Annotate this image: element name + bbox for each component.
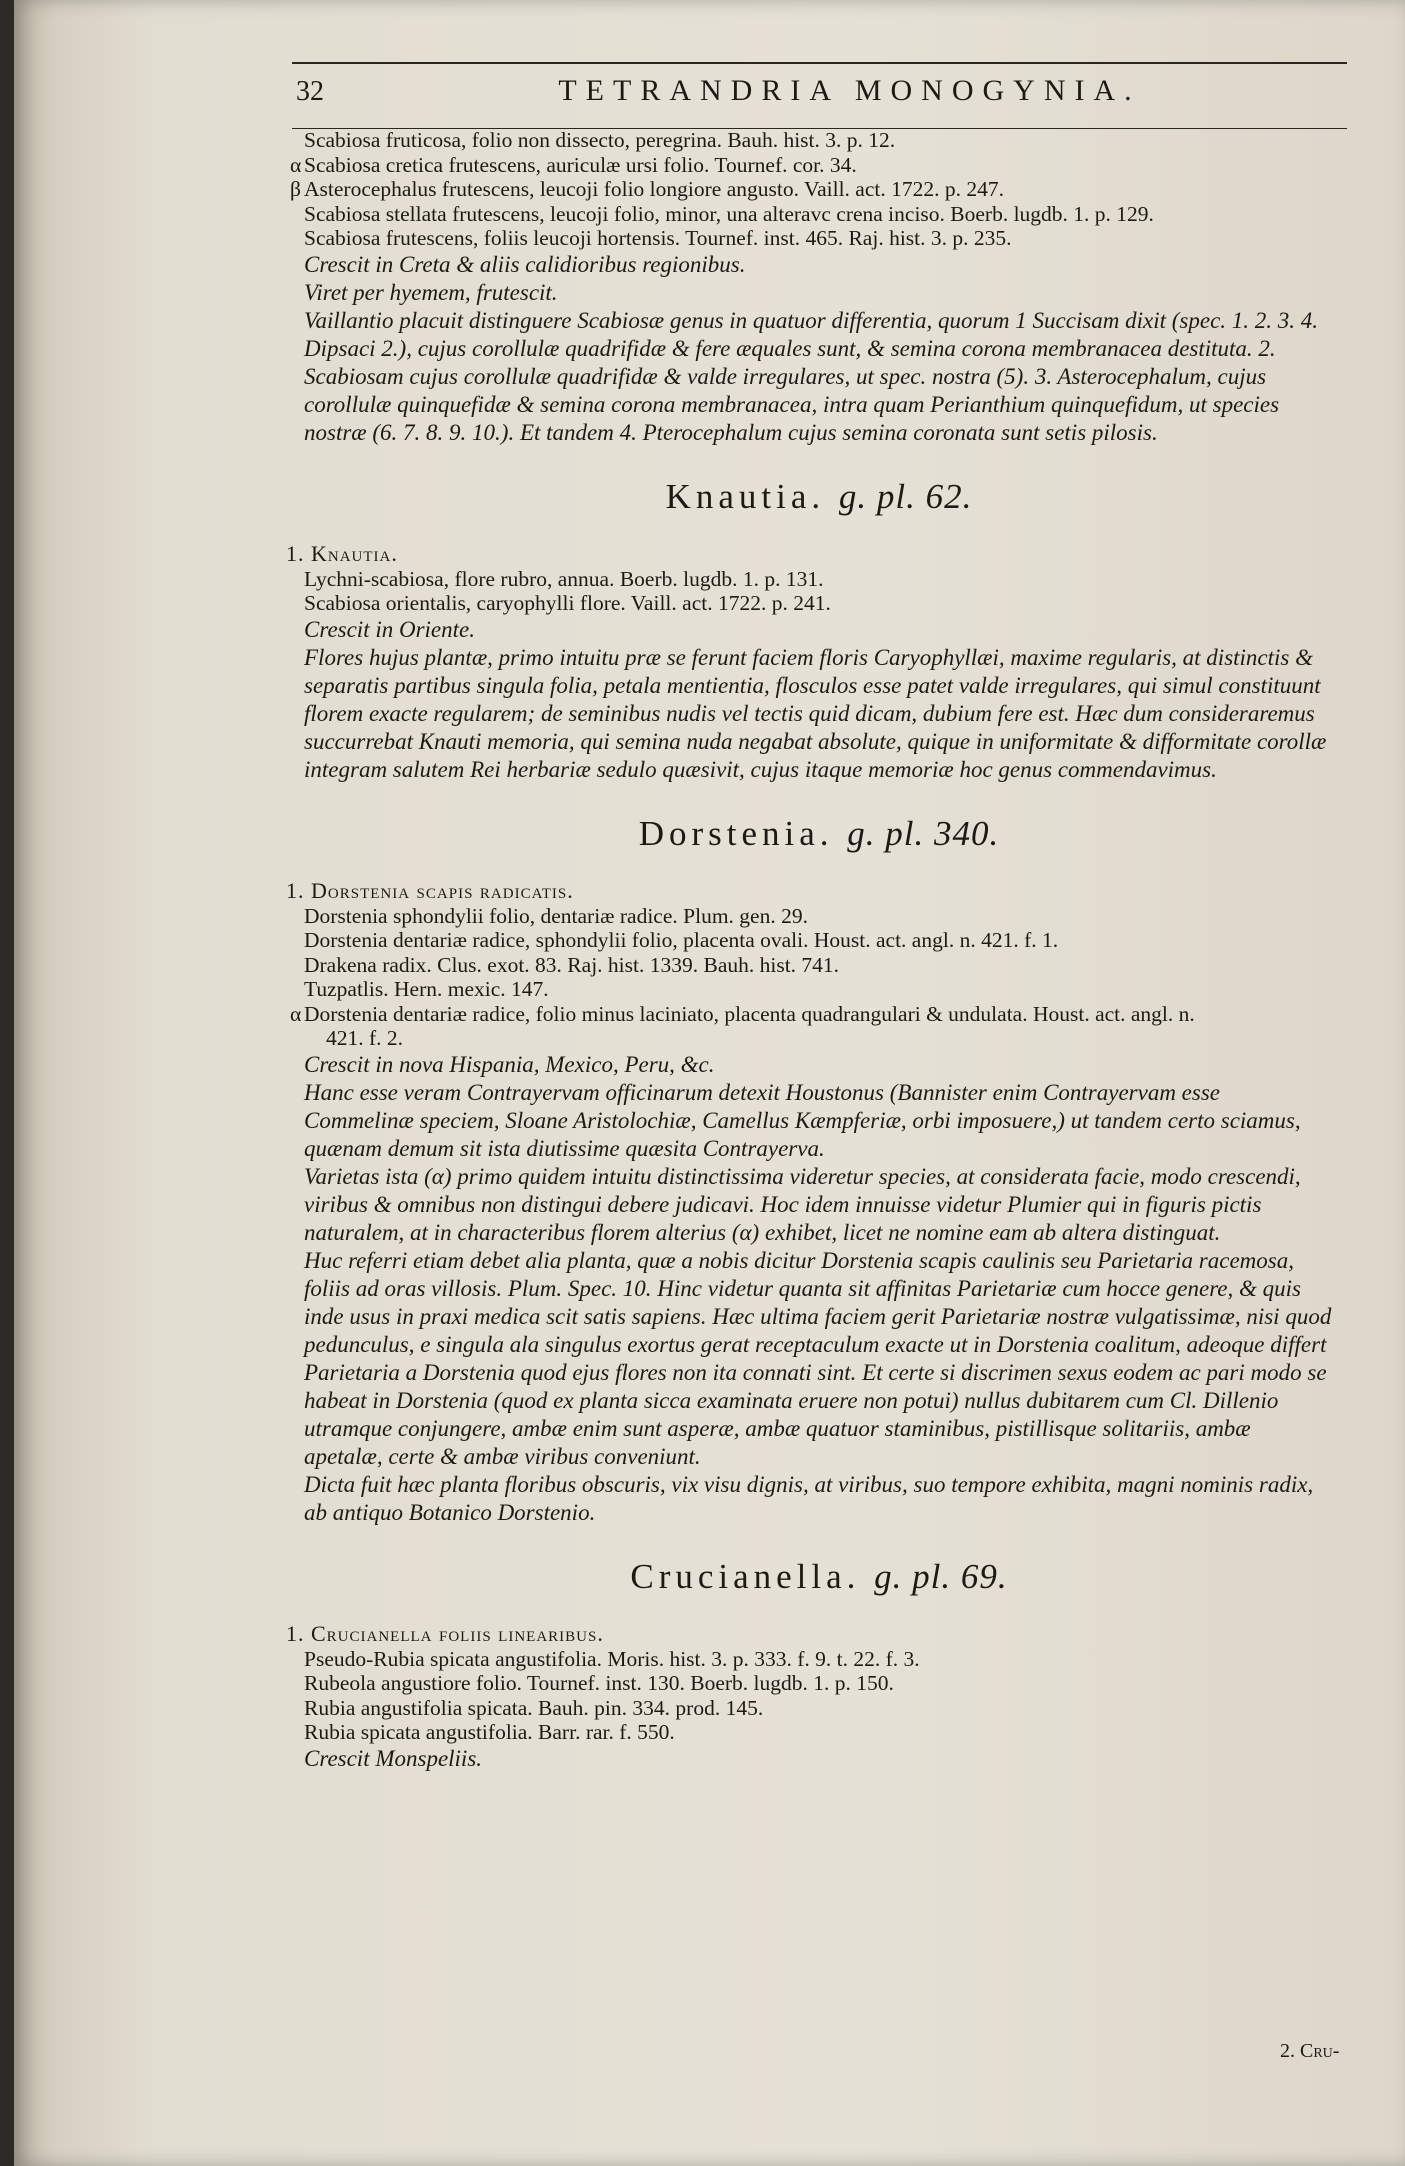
dorstenia-note: Hanc esse veram Contrayervam officinarum detexit Houstonus (Bannister enim Contrayervam esse Commelinæ speciem, Sloane Aristolochiæ, Camellus Kæmpferiæ, orbi imposuere,) ut tandem certo sciamus, quænam demum sit ista diutissime quæsita Contrayerva. xyxy=(304,1079,1301,1161)
synonym-line: 421. f. 2. xyxy=(326,1026,404,1050)
synonym-line: Dorstenia dentariæ radice, sphondylii folio, placenta ovali. Houst. act. angl. n. 421. f. 1. xyxy=(304,928,1059,952)
habitat-text: Crescit Monspeliis. xyxy=(304,1745,483,1771)
dorstenia-note: Varietas ista (α) primo quidem intuitu distinctissima videretur species, at considerata facie, modo crescendi, viribus & omnibus non distingui debere judicavi. Hoc idem innuisse videtur Plumier qui in figuris pictis naturalem, at in characteribus florem alterius (α) exhibet, licet ne nomine eam ab altera distinguat. xyxy=(304,1163,1301,1245)
knautia-section xyxy=(286,540,1334,784)
synonym-line: Rubeola angustiore folio. Tournef. inst. 130. Boerb. lugdb. 1. p. 150. xyxy=(304,1671,894,1695)
genus-heading-knautia: Knautia. g. pl. 62. xyxy=(665,476,973,516)
synonym-line: Pseudo-Rubia spicata angustifolia. Moris. hist. 3. p. 333. f. 9. t. 22. f. 3. xyxy=(304,1646,920,1671)
synonym-line: Scabiosa fruticosa, folio non dissecto, peregrina. Bauh. hist. 3. p. 12. xyxy=(304,128,896,152)
genus-heading-crucianella: Crucianella. g. pl. 69. xyxy=(630,1556,1008,1596)
synonym-line: α Dorstenia dentariæ radice, folio minus laciniato, placenta quadrangulari & undulata. Houst. act. angl. n. xyxy=(290,1001,1195,1026)
habitat-text: Crescit in Creta & aliis calidioribus regionibus. xyxy=(304,251,746,277)
synonym-line: Scabiosa frutescens, foliis leucoji hortensis. Tournef. inst. 465. Raj. hist. 3. p. 235. xyxy=(304,226,1012,250)
synonym-line: α Scabiosa cretica frutescens, auriculæ ursi folio. Tournef. cor. 34. xyxy=(290,152,857,177)
synonym-line: β Asterocephalus frutescens, leucoji folio longiore angusto. Vaill. act. 1722. p. 247. xyxy=(290,177,1004,201)
dorstenia-note: Huc referri etiam debet alia planta, quæ a nobis dicitur Dorstenia scapis caulinis seu Parietaria racemosa, foliis ad oras villosis. Plum. Spec. 10. Hinc videtur quanta sit affinitas Parietariæ cum hocce genere, & quis inde usus in praxi medica scit satis sapiens. Hæc ultima faciem gerit Parietariæ nostræ vulgatissimæ, nisi quod pedunculus, e singula ala singulus exortus gerat receptaculum exacte ut in Dorstenia coalitum, adeoque differt Parietaria a Dorstenia quod ejus flores non ita connati sint. Et certe si discrimen sexus eodem ac pari modo se habeat in Dorstenia (quod ex planta sicca examinata eruere non potui) nullus dubitarem cum Cl. Dillenio utramque conjungere, ambæ enim sunt asperæ, ambæ quatuor staminibus, pistillisque solitariis, ambæ apetalæ, certe & ambæ viribus conveniunt. xyxy=(304,1247,1332,1469)
scabiosa-note: Vaillantio placuit distinguere Scabiosæ genus in quatuor differentia, quorum 1 Succisam dixit (spec. 1. 2. 3. 4. Dipsaci 2.), cujus corollulæ quadrifidæ & fere æquales sunt, & semina corona membranacea destituta. 2. Scabiosam cujus corollulæ quadrifidæ & valde irregulares, ut spec. nostra (5). 3. Asterocephalum, cujus corollulæ quinquefidæ & semina corona membranacea, intra quam Perianthium quinquefidum, ut species nostræ (6. 7. 8. 9. 10.). Et tandem 4. Pterocephalum cujus semina coronata sunt setis pilosis. xyxy=(304,307,1319,445)
habit-text: Viret per hyemem, frutescit. xyxy=(304,279,558,305)
species-title: 1. Crucianella foliis linearibus. xyxy=(286,1620,604,1646)
page-content xyxy=(286,128,1334,1773)
synonym-line: Scabiosa stellata frutescens, leucoji folio, minor, una alteravc crena inciso. Boerb. lugdb. 1. p. 129. xyxy=(304,201,1154,226)
page-number: 32 xyxy=(296,76,324,107)
dorstenia-section xyxy=(286,877,1334,1527)
synonym-line: Rubia angustifolia spicata. Bauh. pin. 334. prod. 145. xyxy=(304,1695,764,1720)
running-head: TETRANDRIA MONOGYNIA. xyxy=(558,74,1141,107)
habitat-text: Crescit in Oriente. xyxy=(304,616,475,642)
synonym-line: Tuzpatlis. Hern. mexic. 147. xyxy=(304,977,549,1001)
synonym-line: Scabiosa orientalis, caryophylli flore. Vaill. act. 1722. p. 241. xyxy=(304,591,831,615)
page-header xyxy=(292,62,1347,129)
species-title: 1. Dorstenia scapis radicatis. xyxy=(286,877,574,903)
book-page xyxy=(14,0,1405,2166)
dorstenia-note: Dicta fuit hæc planta floribus obscuris, vix visu dignis, at viribus, suo tempore exhibita, magni nominis radix, ab antiquo Botanico Dorstenio. xyxy=(304,1471,1314,1525)
knautia-note: Flores hujus plantæ, primo intuitu præ se ferunt faciem floris Caryophyllæi, maxime regularis, at distinctis & separatis partibus singula folia, petala mentientia, flosculos esse patet valde irregulares, qui simul constituunt florem exacte regularem; de seminibus nudis vel tectis quid dicam, dubium fere est. Hæc dum consideraremus succurrebat Knauti memoria, qui semina nuda negabat absolute, quique in uniformitate & difformitate corollæ integram salutem Rei herbariæ sedulo quæsivit, cujus itaque memoriæ hoc genus commendavimus. xyxy=(304,644,1327,782)
variety-mark: α xyxy=(290,152,302,177)
synonym-line: Dorstenia sphondylii folio, dentariæ radice. Plum. gen. 29. xyxy=(304,903,808,928)
synonym-line: Drakena radix. Clus. exot. 83. Raj. hist. 1339. Bauh. hist. 741. xyxy=(304,952,840,977)
synonym-line: Lychni-scabiosa, flore rubro, annua. Boerb. lugdb. 1. p. 131. xyxy=(304,566,824,591)
variety-mark: α xyxy=(290,1001,302,1026)
catchword: 2. Cru- xyxy=(1280,2040,1340,2062)
species-title: 1. Knautia. xyxy=(286,540,398,566)
scabiosa-section xyxy=(290,128,1334,447)
genus-heading-dorstenia: Dorstenia. g. pl. 340. xyxy=(638,813,1000,853)
habitat-text: Crescit in nova Hispania, Mexico, Peru, &c. xyxy=(304,1051,715,1077)
variety-mark: β xyxy=(290,177,301,201)
crucianella-section xyxy=(286,1620,1334,1773)
synonym-line: Rubia spicata angustifolia. Barr. rar. f. 550. xyxy=(304,1720,675,1744)
